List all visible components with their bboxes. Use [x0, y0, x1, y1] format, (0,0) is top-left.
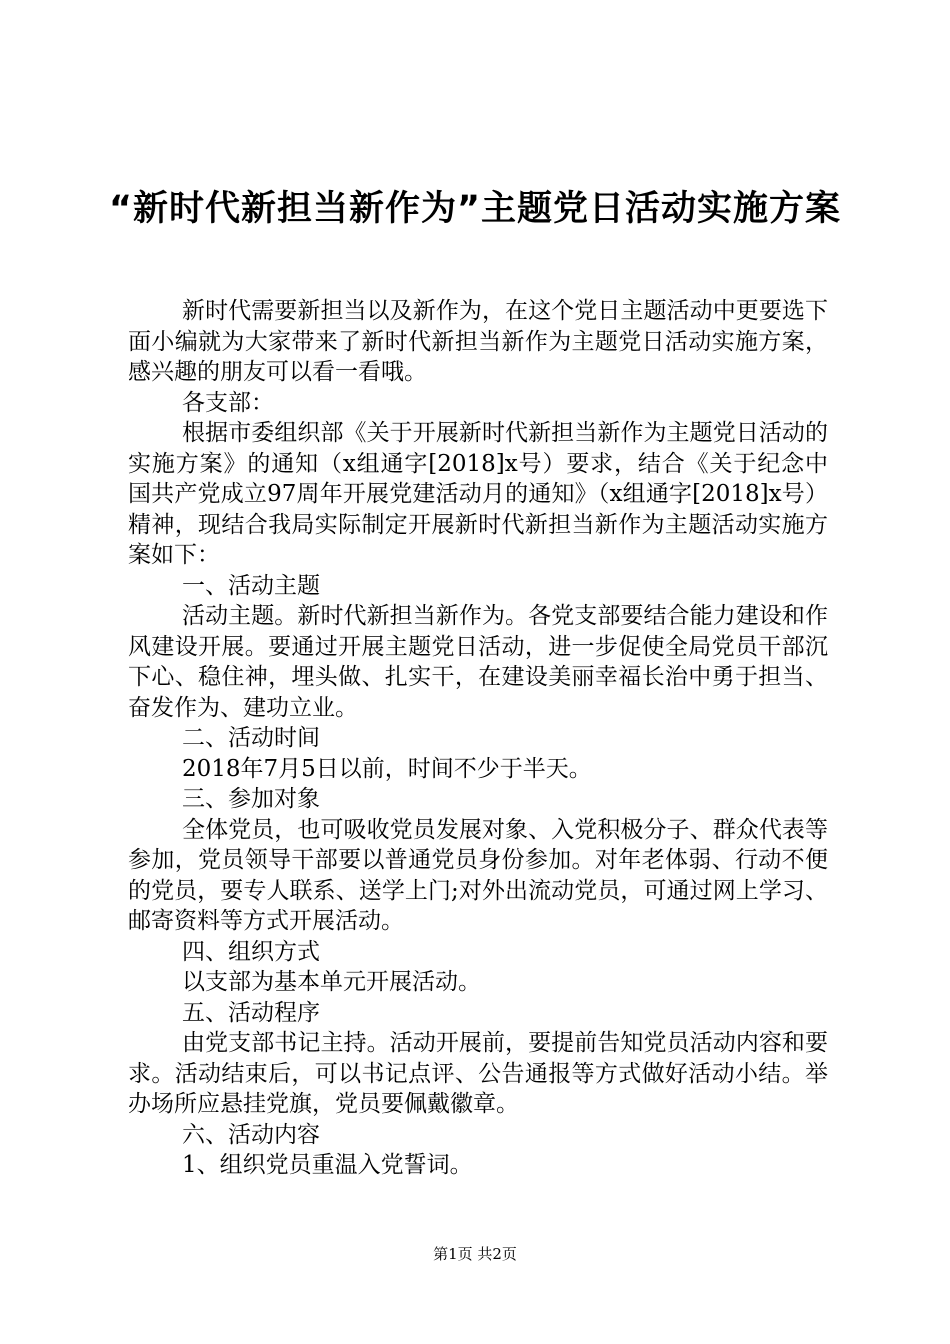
- content-item-1: 1、组织党员重温入党誓词。: [182, 1152, 473, 1178]
- time-paragraph: 2018年7月5日以前，时间不少于半天。: [182, 755, 592, 782]
- section-heading-theme: 一、活动主题: [182, 572, 320, 599]
- procedure-paragraph: 由党支部书记主持。活动开展前，要提前告知党员活动内容和要求。活动结束后，可以书记点评、公告通报等方式做好活动小结。举办场所应悬挂党旗，党员要佩戴徽章。: [128, 1030, 828, 1117]
- section-heading-organization: 四、组织方式: [182, 938, 320, 965]
- salutation: 各支部：: [182, 389, 274, 416]
- section-heading-participants: 三、参加对象: [182, 786, 320, 812]
- document-title: “新时代新担当新作为”主题党日活动实施方案: [108, 189, 841, 229]
- page-number-footer: 第1页 共2页: [433, 1245, 517, 1263]
- organization-paragraph: 以支部为基本单元开展活动。: [182, 969, 481, 995]
- intro-paragraph: 新时代需要新担当以及新作为，在这个党日主题活动中更要选下面小编就为大家带来了新时代新担当新作为主题党日活动实施方案，感兴趣的朋友可以看一看哦。: [128, 298, 828, 385]
- participants-paragraph: 全体党员，也可吸收党员发展对象、入党积极分子、群众代表等参加，党员领导干部要以普通党员身份参加。对年老体弱、行动不便的党员，要专人联系、送学上门;对外出流动党员，可通过网上学习、邮寄资料等方式开展活动。: [128, 816, 828, 934]
- theme-paragraph: 活动主题。新时代新担当新作为。各党支部要结合能力建设和作风建设开展。要通过开展主题党日活动，进一步促使全局党员干部沉下心、稳住神，埋头做、扎实干，在建设美丽幸福长治中勇于担当、奋发作为、建功立业。: [128, 603, 828, 721]
- section-heading-time: 二、活动时间: [182, 725, 320, 751]
- section-heading-content: 六、活动内容: [182, 1121, 320, 1148]
- section-heading-procedure: 五、活动程序: [182, 999, 320, 1026]
- document-body: [128, 296, 828, 1181]
- basis-paragraph: 根据市委组织部《关于开展新时代新担当新作为主题党日活动的实施方案》的通知（x组通字[2018]x号）要求，结合《关于纪念中国共产党成立97周年开展党建活动月的通知》（x组通字[2018]x号）精神，现结合我局实际制定开展新时代新担当新作为主题活动实施方案如下：: [128, 420, 828, 568]
